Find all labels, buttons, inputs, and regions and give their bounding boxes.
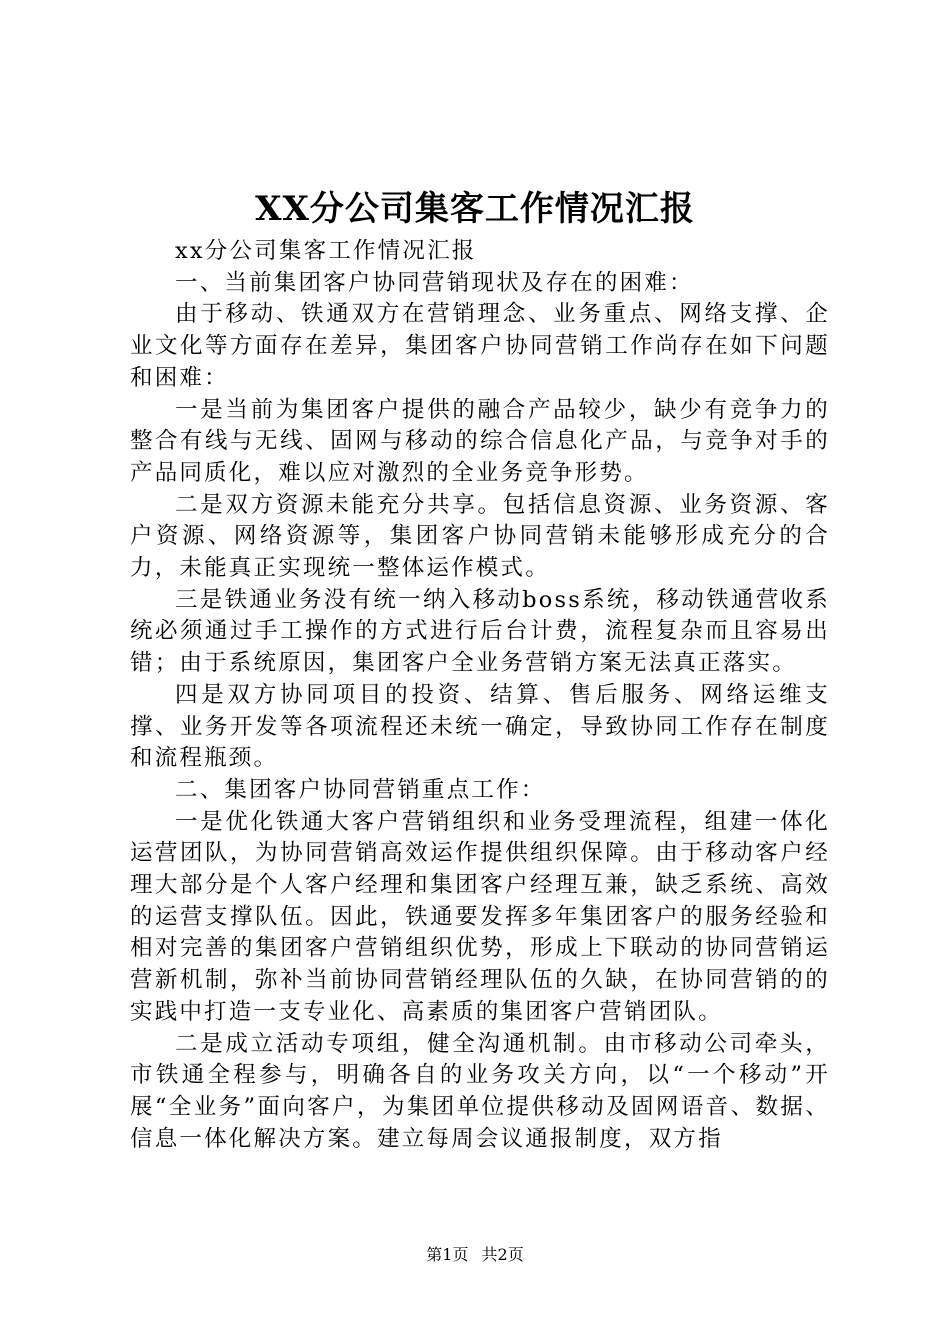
paragraph: 二是双方资源未能充分共享。包括信息资源、业务资源、客户资源、网络资源等，集团客户协同营销未能够形成充分的合力，未能真正实现统一整体运作模式。 [130,491,830,582]
paragraph: 一是当前为集团客户提供的融合产品较少，缺少有竞争力的整合有线与无线、固网与移动的综合信息化产品，与竞争对手的产品同质化，难以应对激烈的全业务竞争形势。 [130,396,830,486]
paragraph: 二是成立活动专项组，健全沟通机制。由市移动公司牵头，市铁通全程参与，明确各自的业务攻关方向，以“一个移动”开展“全业务”面向客户，为集团单位提供移动及固网语音、数据、信息一体化解决方案。建立每周会议通报制度，双方指 [130,1030,830,1152]
document-body [130,236,830,1155]
page-number: 第1页 [426,1245,469,1264]
page-total: 共2页 [481,1245,524,1264]
document-title: XX分公司集客工作情况汇报 [255,189,695,229]
paragraph: 由于移动、铁通双方在营销理念、业务重点、网络支撑、企业文化等方面存在差异，集团客户协同营销工作尚存在如下问题和困难： [130,301,830,391]
paragraph: 一是优化铁通大客户营销组织和业务受理流程，组建一体化运营团队，为协同营销高效运作提供组织保障。由于移动客户经理大部分是个人客户经理和集团客户经理互兼，缺乏系统、高效的运营支撑队伍。因此，铁通要发挥多年集团客户的服务经验和相对完善的集团客户营销组织优势，形成上下联动的协同营销运营新机制，弥补当前协同营销经理队伍的久缺，在协同营销的的实践中打造一支专业化、高素质的集团客户营销团队。 [130,808,830,1025]
paragraph-subtitle: xx分公司集客工作情况汇报 [175,238,477,264]
paragraph: 三是铁通业务没有统一纳入移动boss系统，移动铁通营收系统必须通过手工操作的方式进行后台计费，流程复杂而且容易出错；由于系统原因，集团客户全业务营销方案无法真正落实。 [130,586,830,677]
page-footer [0,1244,950,1266]
paragraph: 四是双方协同项目的投资、结算、售后服务、网络运维支撑、业务开发等各项流程还未统一确定，导致协同工作存在制度和流程瓶颈。 [130,681,830,772]
section-heading-2: 二、集团客户协同营销重点工作： [175,776,546,803]
section-heading-1: 一、当前集团客户协同营销现状及存在的困难： [175,269,694,296]
